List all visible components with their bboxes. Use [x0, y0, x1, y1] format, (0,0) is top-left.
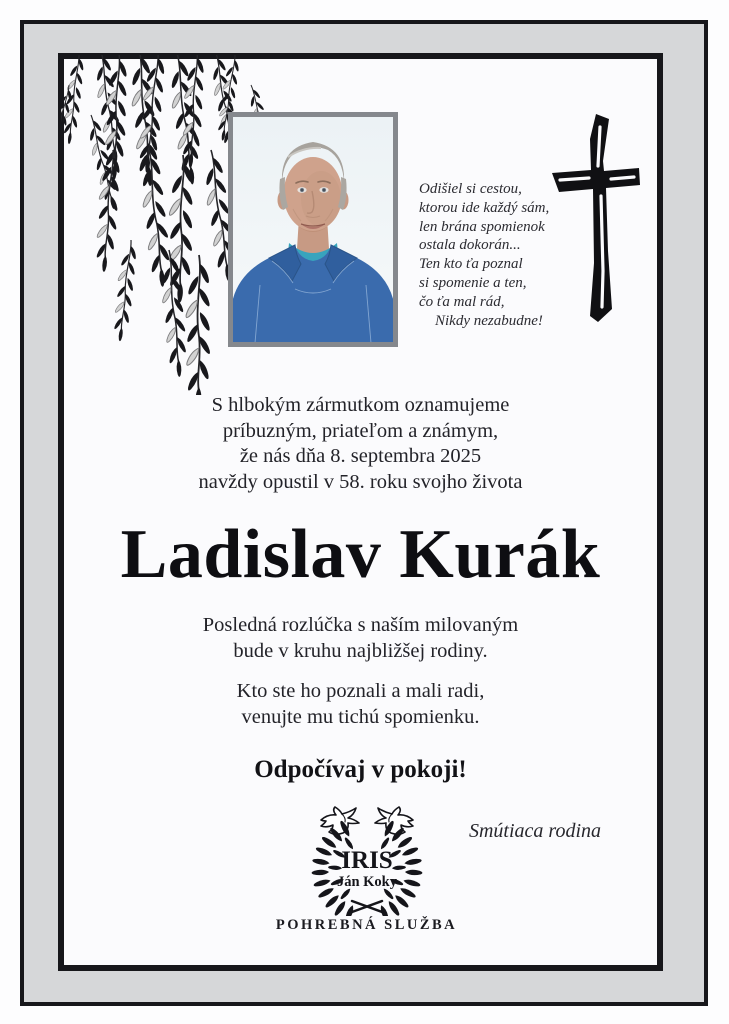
family-signature: Smútiaca rodina [468, 820, 601, 842]
funeral-service-label: POHREBNÁ SLUŽBA [275, 917, 458, 933]
logo-owner-text: Ján Koky [336, 874, 397, 890]
verse-line: ostala dokorán... [419, 237, 521, 254]
farewell-line: bude v kruhu najbližšej rodiny. [233, 640, 488, 662]
verse-line: Ten kto ťa poznal [419, 256, 523, 273]
verse-line: čo ťa mal rád, [419, 293, 505, 310]
announcement-text [64, 393, 657, 495]
announcement-line: že nás dňa 8. septembra 2025 [239, 445, 482, 467]
obituary-content [58, 53, 663, 971]
christian-cross-icon [548, 111, 643, 326]
remembrance-line: Kto ste ho poznali a mali radi, [236, 680, 485, 702]
remembrance-text [64, 678, 657, 730]
verse-line: ktorou ide každý sám, [419, 199, 550, 216]
verse-line: si spomenie a ten, [419, 274, 527, 291]
deceased-name: Ladislav Kurák [120, 516, 601, 593]
verse-line: len brána spomienok [419, 218, 545, 235]
announcement-line: príbuzným, priateľom a známym, [222, 419, 499, 442]
portrait-photo [228, 112, 398, 347]
logo-brand-text: IRIS [340, 847, 393, 874]
rest-in-peace-text: Odpočívaj v pokoji! [254, 756, 467, 783]
funeral-home-logo [287, 804, 447, 916]
verse-line: Nikdy nezabudne! [435, 312, 543, 329]
announcement-line: navždy opustil v 58. roku svojho života [198, 470, 523, 493]
verse-line: Odišiel si cestou, [419, 181, 522, 197]
farewell-line: Posledná rozlúčka s naším milovaným [202, 614, 519, 636]
remembrance-line: venujte mu tichú spomienku. [241, 706, 480, 728]
farewell-text [64, 612, 657, 664]
announcement-line: S hlbokým zármutkom oznamujeme [211, 394, 510, 416]
